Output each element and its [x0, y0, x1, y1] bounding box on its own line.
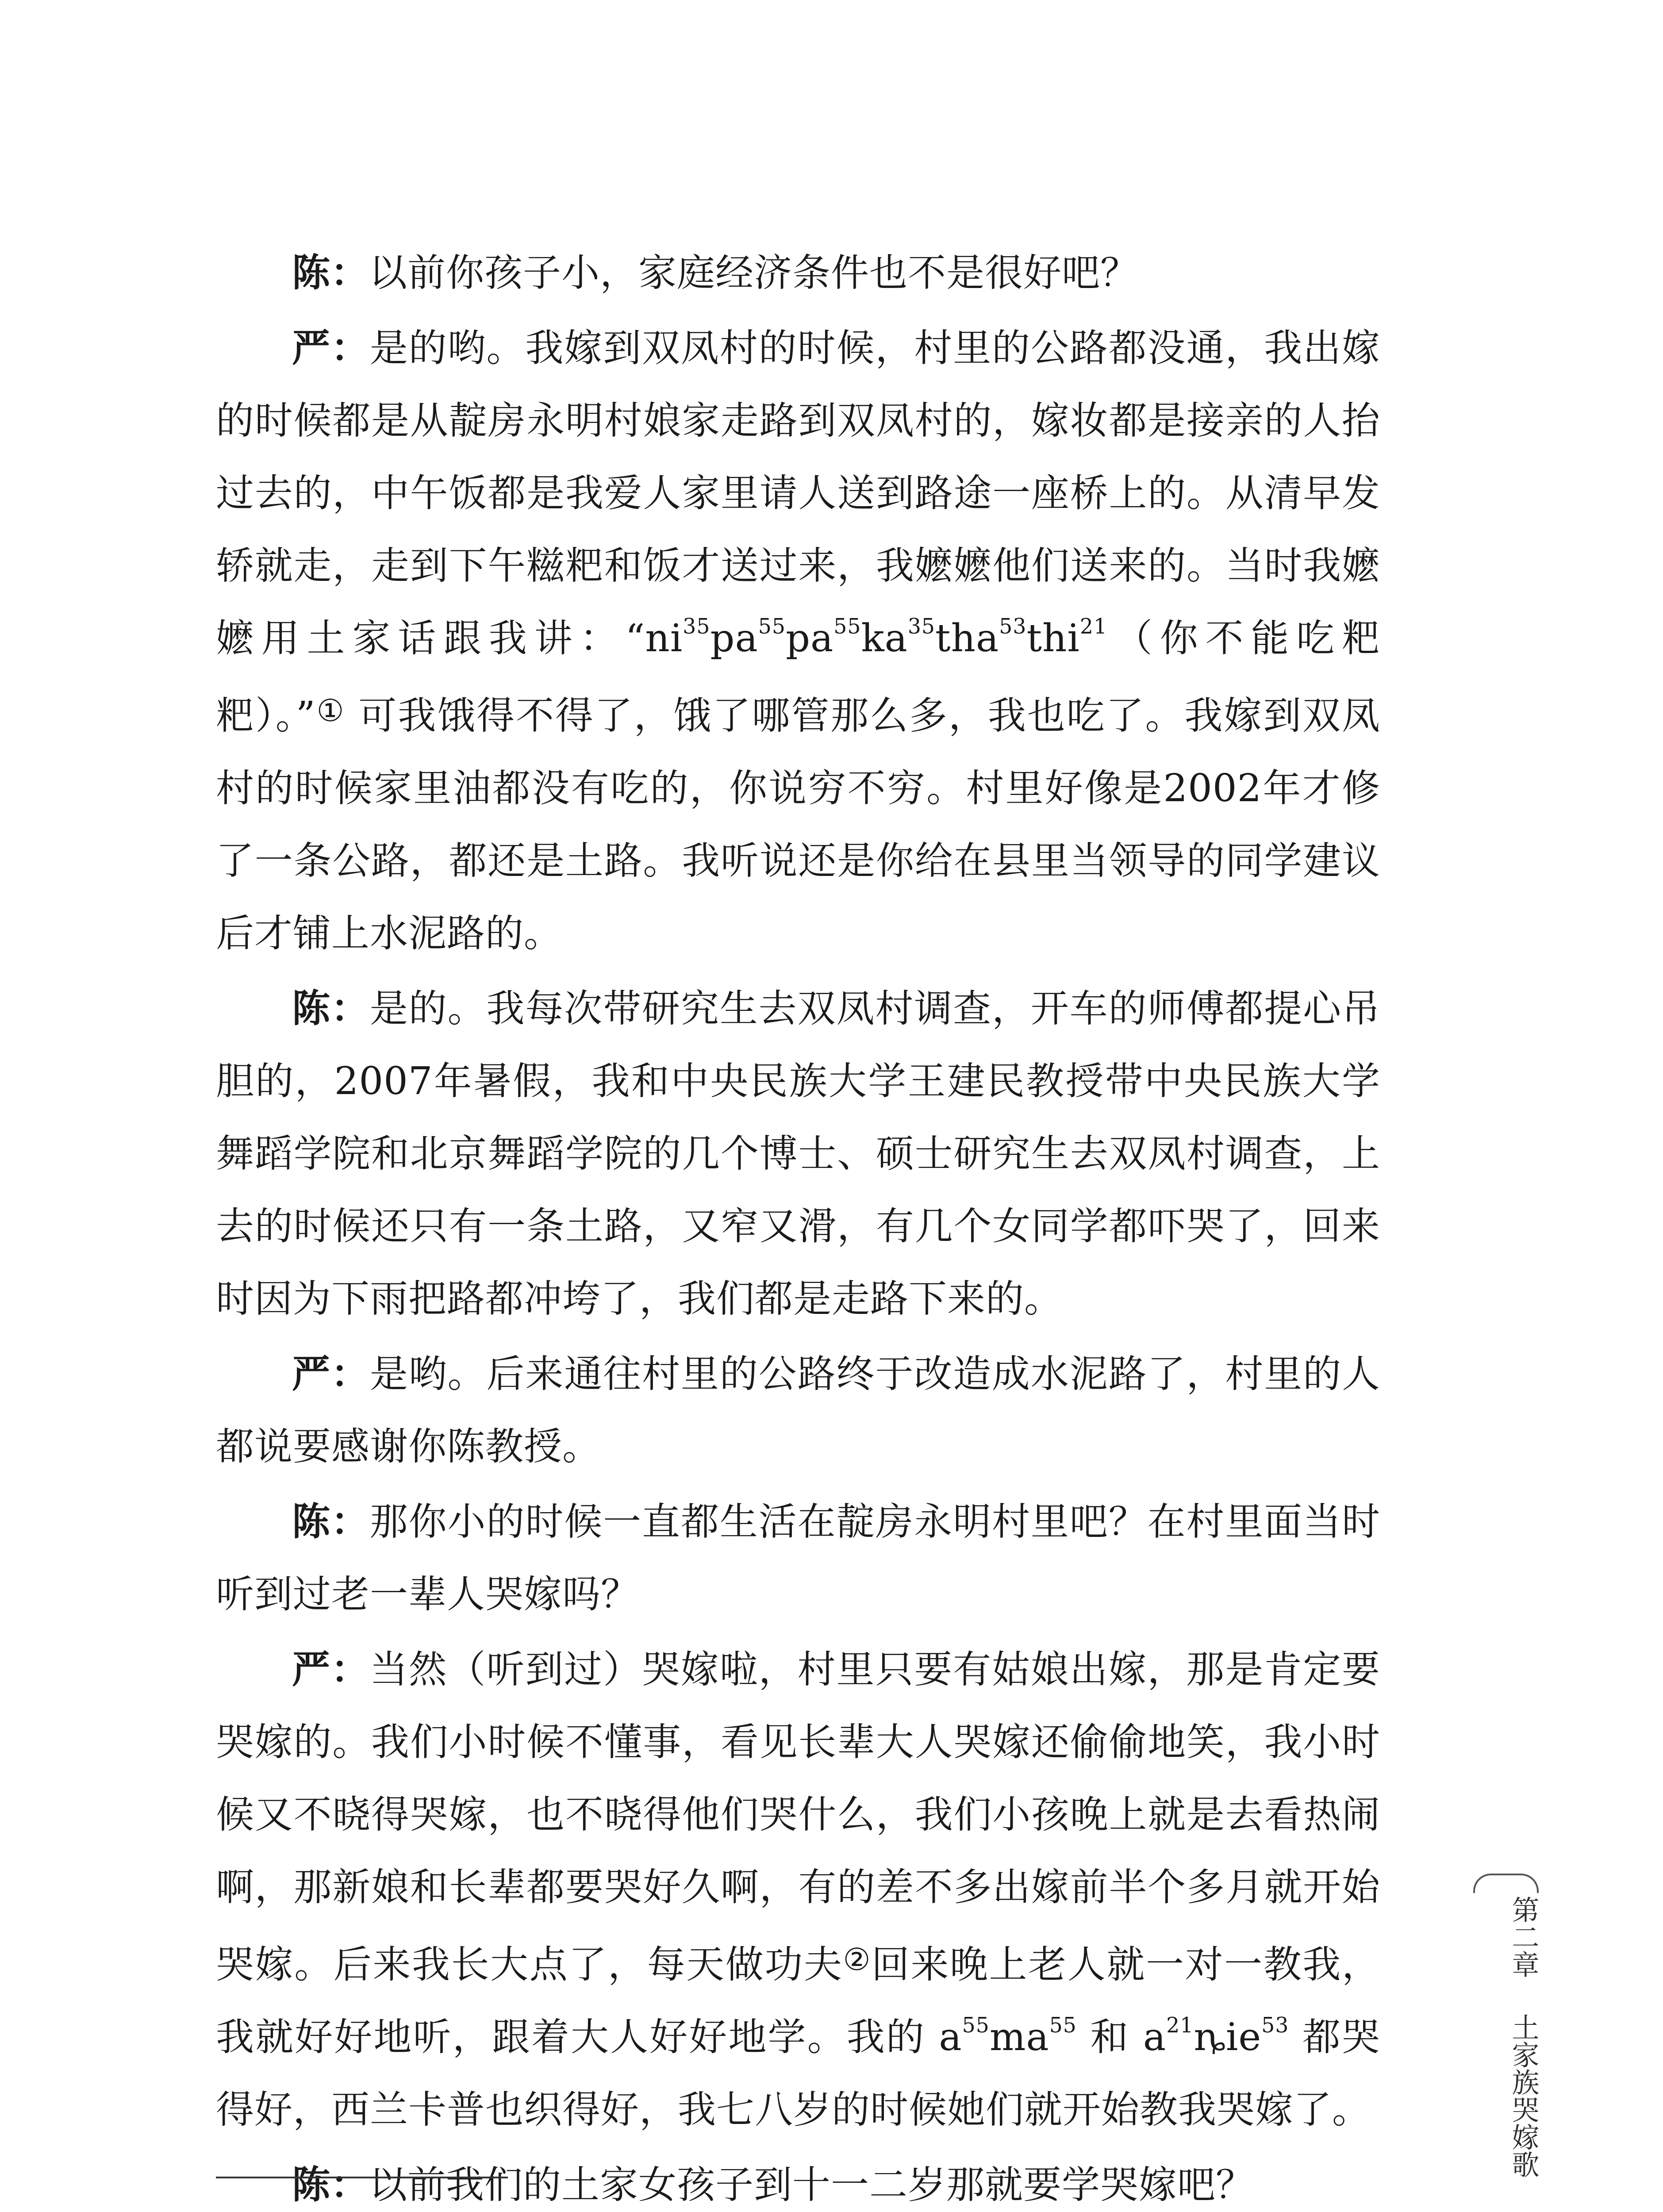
dialogue-paragraph	[216, 237, 1380, 309]
speaker-label: 陈：	[292, 987, 370, 1031]
paragraph-text: pa	[710, 616, 758, 661]
paragraph-text: 是哟。后来通往村里的公路终于改造成水泥路了，村里的人都说要感谢你陈教授。	[216, 1352, 1381, 1469]
tone-superscript: 53	[999, 614, 1027, 639]
paragraph-text: ma	[989, 2015, 1049, 2060]
tab-bracket-top	[1473, 1874, 1539, 1893]
tone-superscript: 55	[962, 2013, 990, 2038]
dialogue-paragraph	[216, 1633, 1380, 2146]
dialogue-paragraph	[216, 2149, 1380, 2212]
paragraph-text: ȵie	[1194, 2015, 1262, 2060]
speaker-label: 陈：	[292, 1500, 370, 1544]
tone-superscript: 21	[1079, 614, 1108, 639]
paragraph-text: 都哭得好，西兰卡普也织得好，我七八岁的时候她们就开始教我哭嫁了。	[216, 2015, 1381, 2132]
body-text	[216, 237, 1380, 2212]
tone-superscript: 55	[758, 614, 786, 639]
tone-superscript: 21	[1166, 2013, 1194, 2038]
speaker-label: 严：	[292, 1352, 370, 1397]
footnote-divider	[216, 2177, 508, 2178]
tone-superscript: 35	[907, 614, 936, 639]
chapter-label: 第二章	[1507, 1896, 1540, 1978]
paragraph-text: tha	[935, 616, 999, 661]
footnote-reference: ②	[843, 1942, 872, 1978]
tone-superscript: 55	[833, 614, 861, 639]
paragraph-text: 以前我们的土家女孩子到十一二岁那就要学哭嫁吧？	[369, 2163, 1254, 2208]
chapter-tab-text	[1469, 1896, 1540, 2212]
chapter-side-tab	[1469, 1874, 1540, 2212]
paragraph-text: （你不能吃粑粑）。”	[216, 616, 1381, 738]
dialogue-paragraph	[216, 972, 1380, 1335]
paragraph-text: 当然（听到过）哭嫁啦，村里只要有姑娘出嫁，那是肯定要哭嫁的。我们小时候不懂事，看见长辈大人哭嫁还偷偷地笑，我小时候又不晓得哭嫁，也不晓得他们哭什么，我们小孩晚上就是去看热闹啊，那新娘和长辈都要哭好久啊，有的差不多出嫁前半个多月就开始哭嫁。后来我长大点了，每天做功夫	[216, 1647, 1381, 1987]
tone-superscript: 55	[1049, 2013, 1077, 2038]
paragraph-text: thi	[1026, 616, 1080, 661]
paragraph-text: 可我饿得不得了，饿了哪管那么多，我也吃了。我嫁到双凤村的时候家里油都没有吃的，你说穷不穷。村里好像是2002年才修了一条公路，都还是土路。我听说还是你给在县里当领导的同学建议后才铺上水泥路的。	[216, 694, 1380, 956]
paragraph-text: 回来晚上老人就一对一教我，我就好好地听，跟着大人好好地学。我的 a	[216, 1943, 1381, 2060]
dialogue-paragraph	[216, 1486, 1380, 1631]
chapter-title: 土家族哭嫁歌	[1507, 2013, 1540, 2178]
paragraph-text: 以前你孩子小，家庭经济条件也不是很好吧？	[369, 251, 1139, 295]
paragraph-text: 是的哟。我嫁到双凤村的时候，村里的公路都没通，我出嫁的时候都是从靛房永明村娘家走路到双凤村的，嫁妆都是接亲的人抬过去的，中午饭都是我爱人家里请人送到路途一座桥上的。从清早发轿就走，走到下午糍粑和饭才送过来，我嬷嬷他们送来的。当时我嬷嬷用土家话跟我讲：“ni	[216, 326, 1381, 661]
paragraph-text: 那你小的时候一直都生活在靛房永明村里吧？在村里面当时听到过老一辈人哭嫁吗？	[216, 1500, 1381, 1617]
paragraph-text: 是的。我每次带研究生去双凤村调查，开车的师傅都提心吊胆的，2007年暑假，我和中央民族大学王建民教授带中央民族大学舞蹈学院和北京舞蹈学院的几个博士、硕士研究生去双凤村调查，上去的时候还只有一条土路，又窄又滑，有几个女同学都吓哭了，回来时因为下雨把路都冲垮了，我们都是走路下来的。	[216, 987, 1381, 1321]
paragraph-text: ka	[861, 616, 908, 661]
speaker-label: 陈：	[292, 2163, 369, 2208]
paragraph-text: 和 a	[1076, 2015, 1167, 2060]
footnote-mark	[248, 2208, 301, 2212]
tone-superscript: 35	[683, 614, 711, 639]
speaker-label: 陈：	[292, 251, 369, 295]
speaker-label: 严：	[292, 1647, 370, 1692]
footnotes	[248, 2208, 1354, 2212]
tone-superscript: 53	[1261, 2013, 1289, 2038]
dialogue-paragraph	[216, 312, 1380, 970]
dialogue-paragraph	[216, 1338, 1380, 1483]
footnote-reference: ①	[315, 693, 346, 729]
speaker-label: 严：	[292, 326, 370, 370]
footnote-1	[248, 2208, 1354, 2212]
paragraph-text: pa	[785, 616, 834, 661]
